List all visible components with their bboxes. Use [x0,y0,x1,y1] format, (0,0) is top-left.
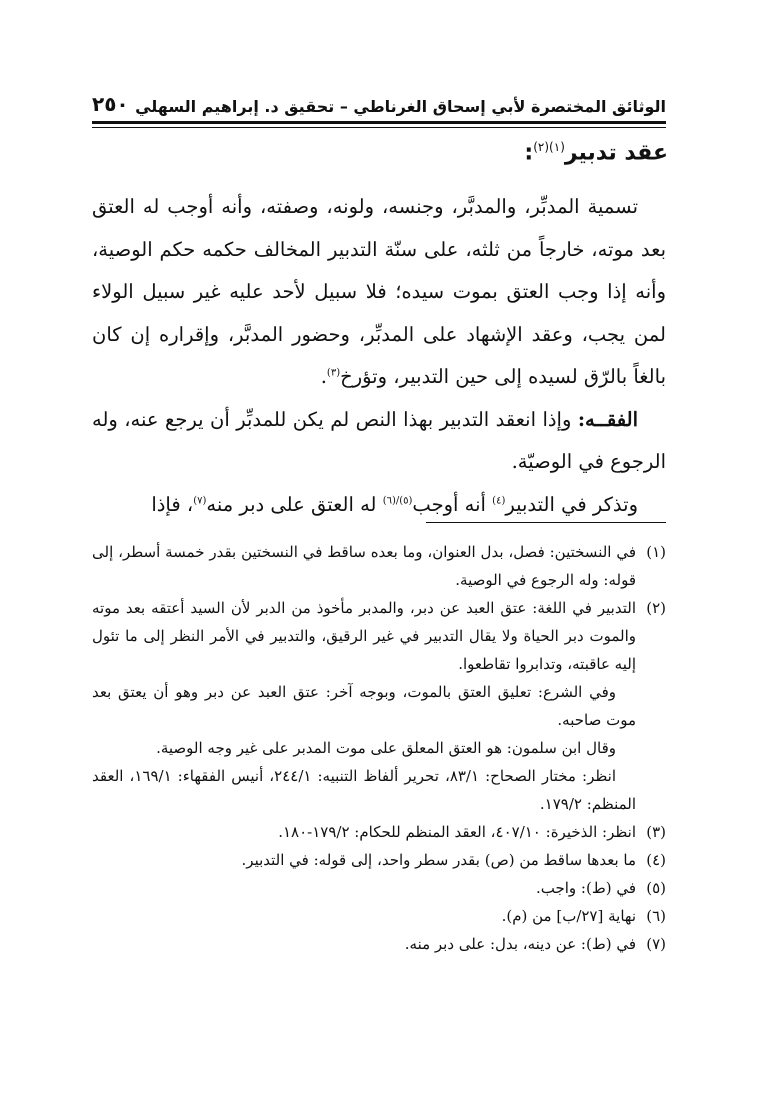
running-head [92,82,666,116]
running-title: الوثائق المختصرة لأبي إسحاق الغرناطي – تحقيق د. إبراهيم السهلي [135,97,666,116]
footnote-5-number: (٥) [646,879,666,897]
footnote-2-text: التدبير في اللغة: عتق العبد عن دبر، والمدبر مأخوذ من الدبر لأن السيد أعتقه بعد موته والموت دبر الحياة ولا يقال التدبير في غير الرقيق، والتدبير في الأمر النظر إلى ما تئول إليه عاقبته، وتدابروا تقاطعوا. [92,599,636,673]
footnote-ref-3: (٣) [326,367,341,379]
paragraph-3 [92,484,666,527]
footnote-4-text: ما بعدها ساقط من (ص) بقدر سطر واحد، إلى قوله: في التدبير. [241,851,636,869]
footnote-1-text: في النسختين: فصل، بدل العنوان، وما بعده ساقط في النسختين بقدر خمسة أسطر، إلى قوله: وله الرجوع في الوصية. [92,543,636,589]
section-heading-colon: : [524,140,534,166]
section-heading-refs: (١)(٢) [533,140,565,154]
footnote-4-number: (٤) [646,851,666,869]
page-number: ٢٥٠ [92,92,129,116]
footnote-2-number: (٢) [646,599,666,617]
footnote-3-text: انظر: الذخيرة: ٤٠٧/١٠، العقد المنظم للحكام: ١٧٩/٢-١٨٠. [278,823,636,841]
footnotes [92,538,666,958]
footnote-4 [92,846,666,874]
footnote-ref-4: (٤) [492,495,506,506]
paragraph-3-part-a: وتذكر في التدبير [505,492,638,516]
footnote-7 [92,930,666,958]
footnote-5-text: في (ط): واجب. [535,879,636,897]
paragraph-3-part-d: ، فإذا [151,492,194,516]
paragraph-1-text: تسمية المدبِّر، والمدبَّر، وجنسه، ولونه، وصفته، وأنه أوجب له العتق بعد موته، خارجاً من ثلثه، على سنّة التدبير المخالف حكمه حكم الوصية، وأنه إذا وجب العتق بموت سيده؛ فلا سبيل لأحد عليه غير سبيل الولاء لمن يجب، وعقد الإشهاد على المدبِّر، وحضور المدبَّر، وإقراره إن كان بالغاً بالرّق لسيده إلى حين التدبير، وتؤرخ [92,195,666,388]
footnote-2 [92,594,666,678]
footnote-2-ibn-salmun: وقال ابن سلمون: هو العتق المعلق على موت المدبر على غير وجه الوصية. [156,739,616,757]
paragraph-1 [92,186,666,399]
footnote-1 [92,538,666,594]
paragraph-1-end: . [320,365,327,388]
footnote-3 [92,818,666,846]
paragraph-2 [92,399,666,484]
footnote-6-number: (٦) [646,907,666,925]
footnote-ref-5-6: (٥)/(٦) [382,495,413,506]
footnote-ref-7: (٧) [193,495,207,506]
footnote-7-text: في (ط): عن دينه، بدل: على دبر منه. [404,935,636,953]
section-heading [524,140,668,165]
footnote-2-shar: وفي الشرع: تعليق العتق بالموت، وبوجه آخر: عتق العبد عن دبر وهو أن يعتق بعد موت صاحبه. [92,683,636,729]
footnote-6-text: نهاية [٢٧/ب] من (م). [501,907,636,925]
footnote-1-number: (١) [646,543,666,561]
fiqh-lead: الفقــه: [577,407,638,431]
paragraph-3-part-c: له العتق على دبر منه [206,492,383,516]
header-rule-thin [92,127,666,128]
paragraph-3-part-b: أنه أوجب [412,492,493,516]
paragraph-2-text: وإذا انعقد التدبير بهذا النص لم يكن للمدبِّر أن يرجع عنه، وله الرجوع في الوصيّة. [92,407,666,473]
footnote-5 [92,874,666,902]
footnote-3-number: (٣) [646,823,666,841]
main-text [92,186,666,526]
footnote-7-number: (٧) [646,935,666,953]
header-rule-thick [92,121,666,124]
footnote-6 [92,902,666,930]
section-heading-text: عقد تدبير [564,140,668,166]
footnote-2-sources: انظر: مختار الصحاح: ٨٣/١، تحرير ألفاظ التنبيه: ٢٤٤/١، أنيس الفقهاء: ١٦٩/١، العقد المنظم: ١٧٩/٢. [92,767,636,813]
footnote-separator [426,522,666,523]
